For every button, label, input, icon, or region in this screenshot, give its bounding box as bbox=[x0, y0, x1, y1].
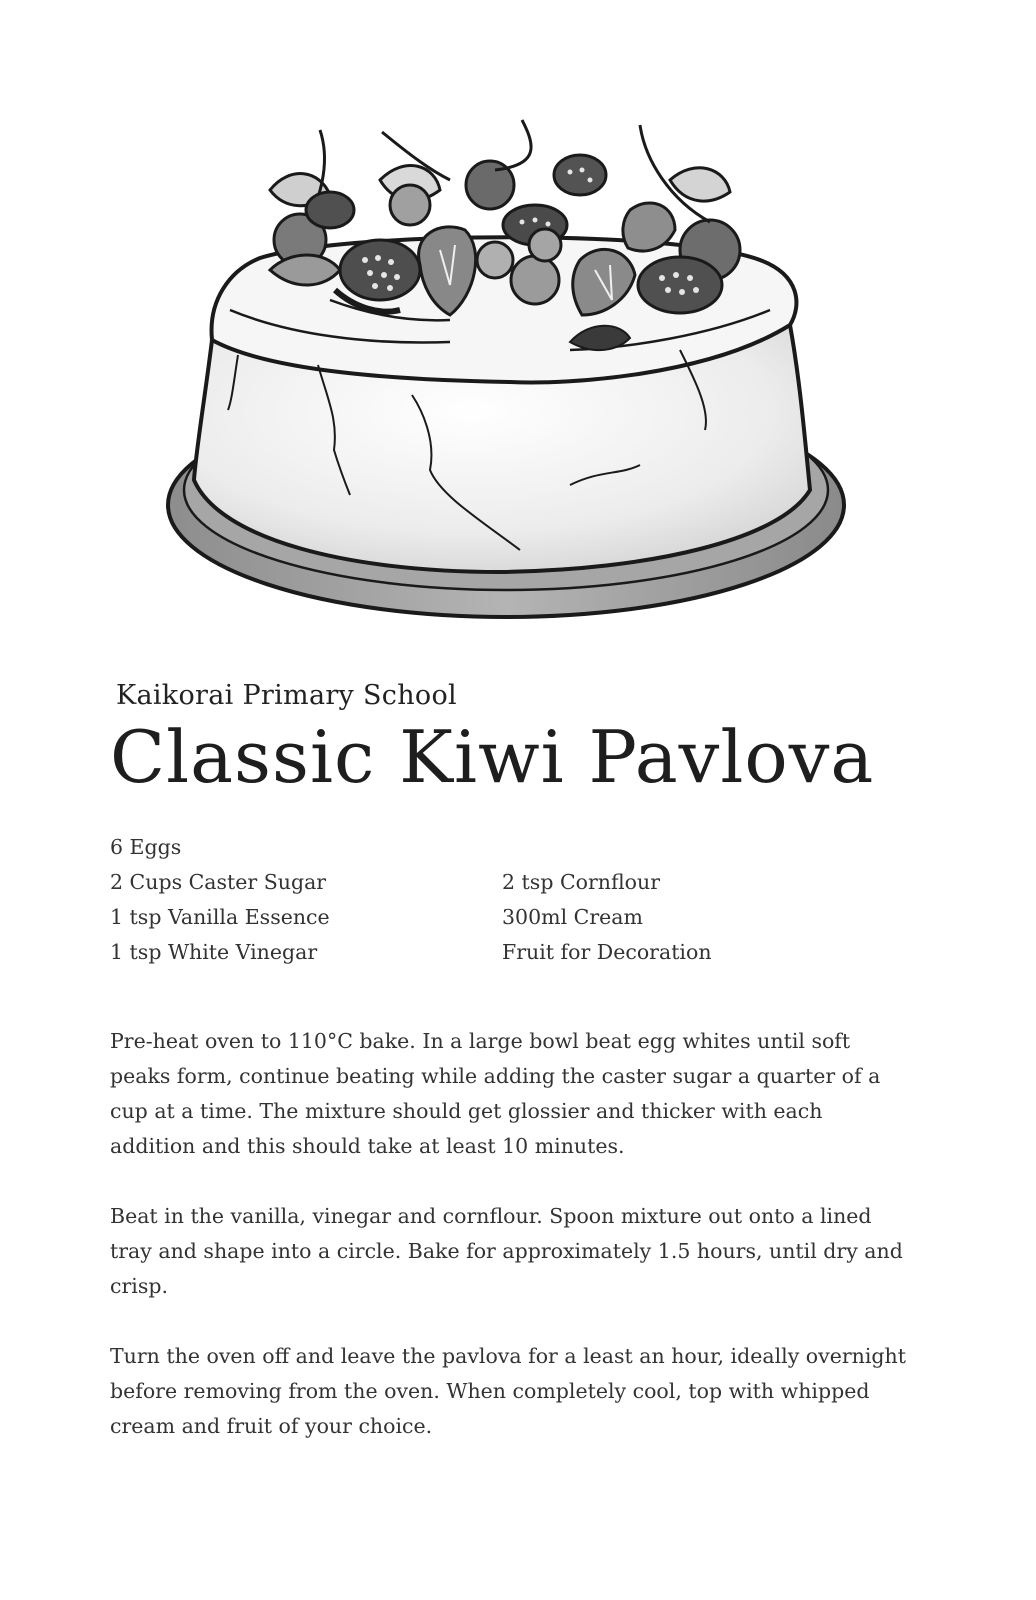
method-step: Turn the oven off and leave the pavlova for a least an hour, ideally overnight before removing from the oven. When completely cool, top with whipped cream and fruit of your choice. bbox=[110, 1344, 906, 1438]
pavlova-illustration bbox=[150, 110, 870, 630]
ingredient-item: 2 Cups Caster Sugar bbox=[110, 870, 327, 894]
school-name: Kaikorai Primary School bbox=[116, 680, 457, 711]
method-step: Pre-heat oven to 110°C bake. In a large bowl beat egg whites until soft peaks form, continue beating while adding the caster sugar a quarter of a cup at a time. The mixture should get glossier and thicker with each addition and this should take at least 10 minutes. bbox=[110, 1029, 881, 1158]
ingredient-item: 1 tsp Vanilla Essence bbox=[110, 905, 330, 929]
recipe-title: Classic Kiwi Pavlova bbox=[110, 715, 875, 799]
ingredient-item: 1 tsp White Vinegar bbox=[110, 940, 318, 964]
ingredient-item: 2 tsp Cornflour bbox=[502, 870, 661, 894]
method-step: Beat in the vanilla, vinegar and cornflour. Spoon mixture out onto a lined tray and shape into a circle. Bake for approximately 1.5 hours, until dry and crisp. bbox=[110, 1204, 903, 1298]
ingredients bbox=[110, 830, 910, 980]
ingredient-item: Fruit for Decoration bbox=[502, 940, 712, 964]
ingredient-item: 6 Eggs bbox=[110, 835, 182, 859]
ingredients-left-column bbox=[110, 830, 330, 970]
ingredients-right-column bbox=[502, 865, 712, 970]
method bbox=[110, 1024, 910, 1479]
ingredient-item: 300ml Cream bbox=[502, 905, 643, 929]
